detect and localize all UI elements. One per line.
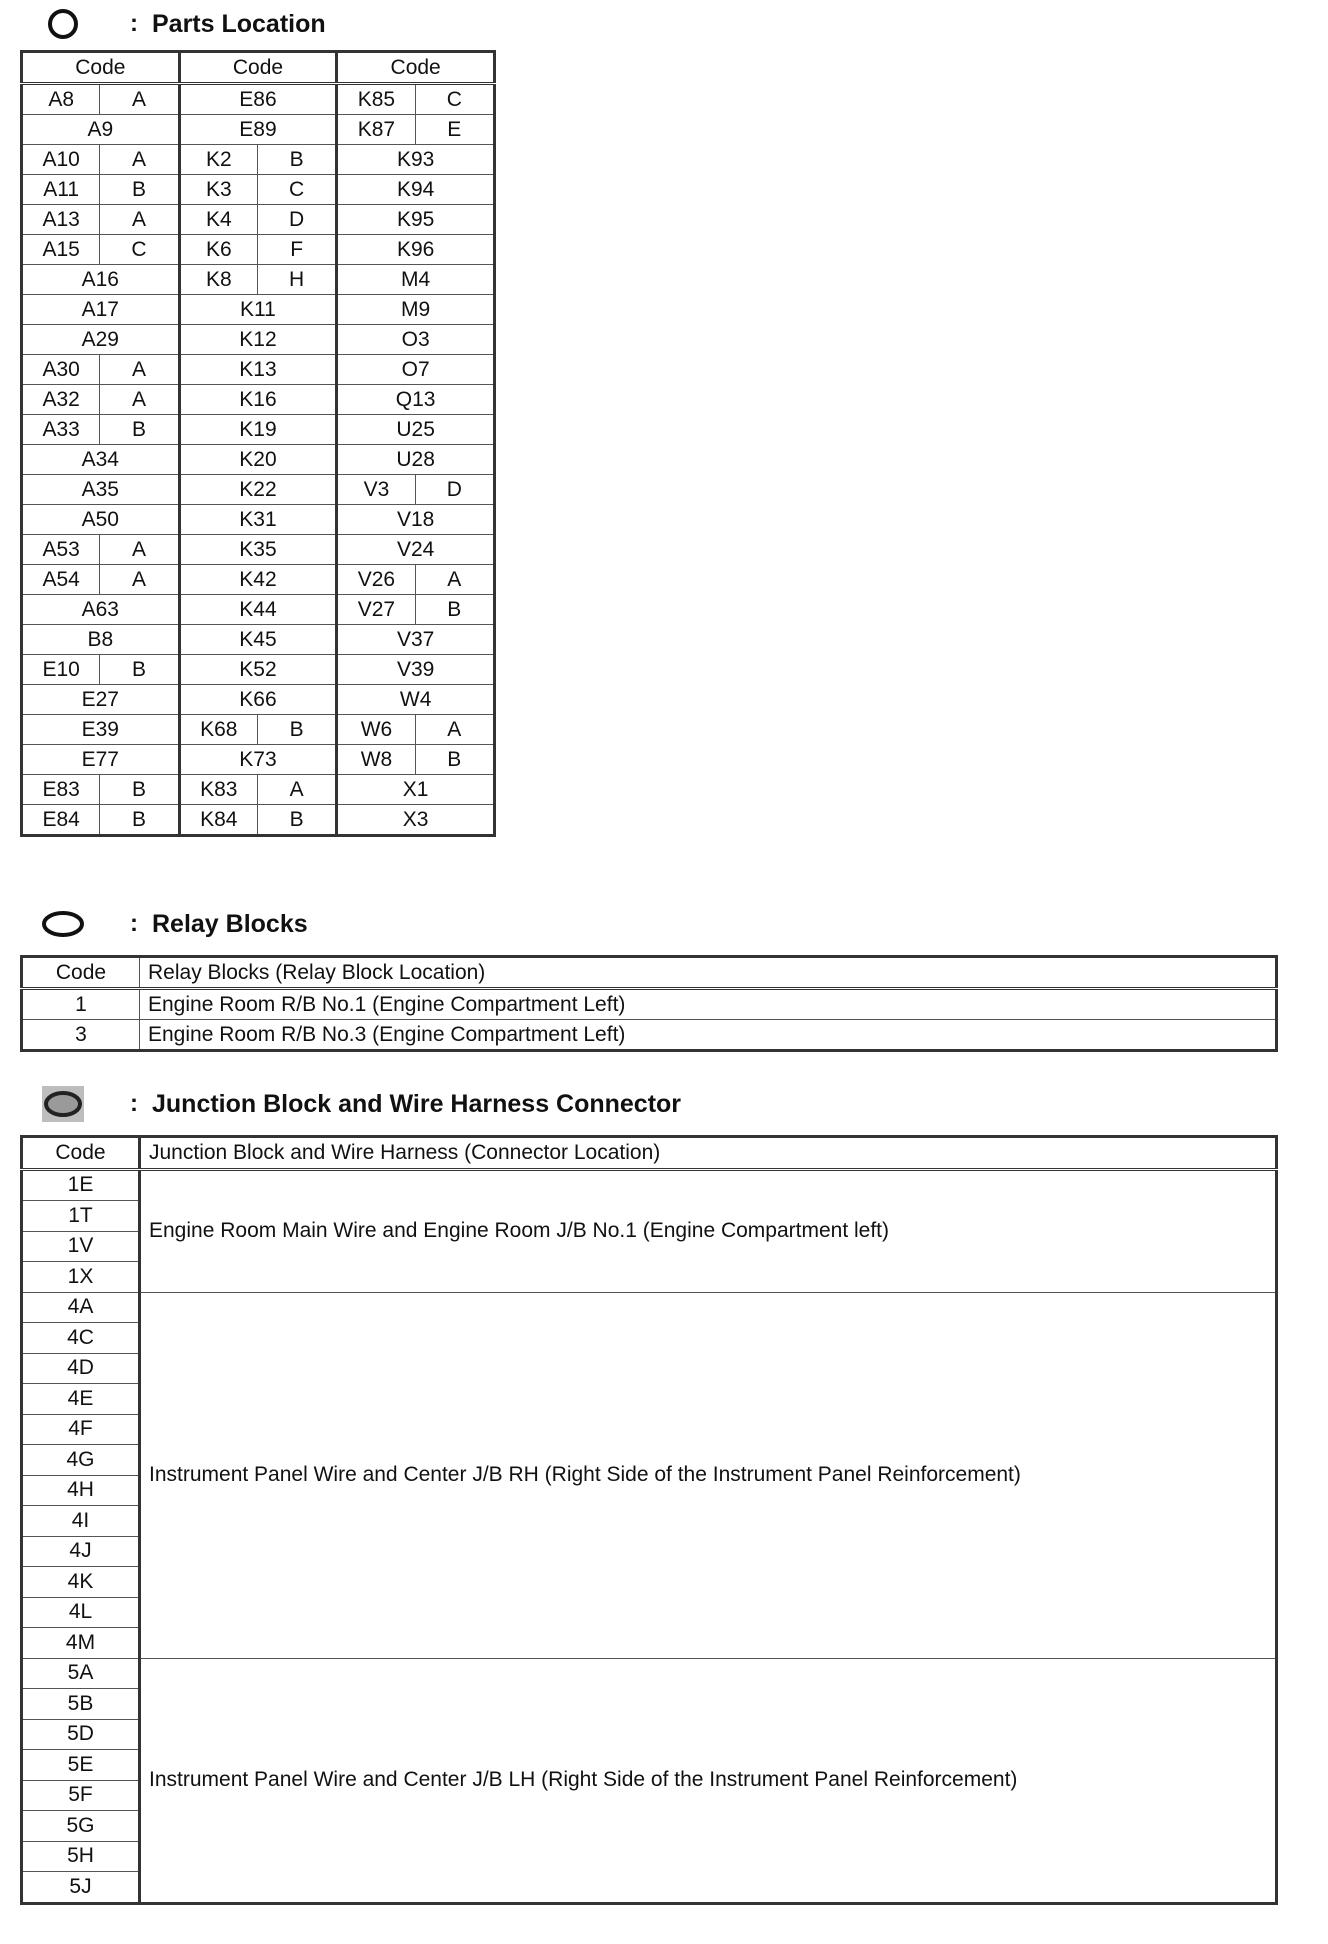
part-code-cell: W4	[337, 685, 495, 715]
table-row	[22, 205, 495, 235]
part-code-cell: A53	[22, 535, 100, 565]
connector-code-cell: 4D	[22, 1353, 140, 1384]
connector-code-cell: 1V	[22, 1231, 140, 1262]
part-code-cell: A33	[22, 415, 100, 445]
table-row	[22, 1292, 1277, 1323]
part-code-cell: K93	[337, 145, 495, 175]
connector-suffix-cell: A	[100, 84, 179, 115]
part-code-cell: K66	[179, 685, 337, 715]
part-code-cell: B8	[22, 625, 180, 655]
connector-suffix-cell: D	[257, 205, 336, 235]
part-code-cell: K83	[179, 775, 257, 805]
connector-location-cell: Instrument Panel Wire and Center J/B LH (Right Side of the Instrument Panel Reinforcement)	[140, 1658, 1277, 1903]
part-code-cell: K11	[179, 295, 337, 325]
connector-location-cell: Engine Room Main Wire and Engine Room J/B No.1 (Engine Compartment left)	[140, 1169, 1277, 1292]
part-code-cell: K22	[179, 475, 337, 505]
connector-code-cell: 5E	[22, 1750, 140, 1781]
part-code-cell: K42	[179, 565, 337, 595]
connector-code-cell: 5B	[22, 1689, 140, 1720]
connector-suffix-cell: B	[257, 715, 336, 745]
part-code-cell: A8	[22, 84, 100, 115]
table-row	[22, 445, 495, 475]
part-code-cell: A16	[22, 265, 180, 295]
connector-suffix-cell: A	[100, 355, 179, 385]
column-header: Junction Block and Wire Harness (Connector Location)	[140, 1137, 1277, 1170]
table-header-row	[22, 1137, 1277, 1170]
part-code-cell: A11	[22, 175, 100, 205]
junction-block-title: Junction Block and Wire Harness Connector	[152, 1089, 682, 1118]
heading-colon: :	[130, 10, 138, 37]
table-row	[22, 745, 495, 775]
table-row	[22, 805, 495, 836]
connector-code-cell: 5D	[22, 1719, 140, 1750]
connector-suffix-cell: A	[100, 145, 179, 175]
connector-suffix-cell: E	[415, 115, 494, 145]
part-code-cell: A13	[22, 205, 100, 235]
connector-code-cell: 1X	[22, 1262, 140, 1293]
connector-code-cell: 1T	[22, 1201, 140, 1232]
part-code-cell: A10	[22, 145, 100, 175]
table-row	[22, 775, 495, 805]
part-code-cell: V24	[337, 535, 495, 565]
connector-code-cell: 4G	[22, 1445, 140, 1476]
part-code-cell: E77	[22, 745, 180, 775]
connector-suffix-cell: A	[415, 715, 494, 745]
parts-location-title: Parts Location	[152, 9, 326, 38]
part-code-cell: K44	[179, 595, 337, 625]
part-code-cell: K12	[179, 325, 337, 355]
part-code-cell: V18	[337, 505, 495, 535]
part-code-cell: K31	[179, 505, 337, 535]
column-header: Code	[22, 1137, 140, 1170]
part-code-cell: V3	[337, 475, 415, 505]
part-code-cell: K19	[179, 415, 337, 445]
part-code-cell: K52	[179, 655, 337, 685]
part-code-cell: X1	[337, 775, 495, 805]
relay-location-cell: Engine Room R/B No.1 (Engine Compartment Left)	[140, 989, 1277, 1020]
connector-suffix-cell: H	[257, 265, 336, 295]
connector-suffix-cell: B	[257, 145, 336, 175]
part-code-cell: K45	[179, 625, 337, 655]
part-code-cell: E27	[22, 685, 180, 715]
part-code-cell: A54	[22, 565, 100, 595]
part-code-cell: X3	[337, 805, 495, 836]
part-code-cell: K96	[337, 235, 495, 265]
part-code-cell: A15	[22, 235, 100, 265]
table-row	[22, 385, 495, 415]
part-code-cell: K73	[179, 745, 337, 775]
table-row	[22, 655, 495, 685]
table-row	[22, 989, 1277, 1020]
relay-code-cell: 3	[22, 1020, 140, 1051]
connector-suffix-cell: A	[100, 385, 179, 415]
part-code-cell: A30	[22, 355, 100, 385]
table-row	[22, 1020, 1277, 1051]
connector-code-cell: 5H	[22, 1841, 140, 1872]
part-code-cell: M9	[337, 295, 495, 325]
junction-block-table	[20, 1135, 1278, 1905]
table-row	[22, 415, 495, 445]
part-code-cell: U25	[337, 415, 495, 445]
table-row	[22, 295, 495, 325]
connector-code-cell: 4M	[22, 1628, 140, 1659]
column-header: Code	[337, 52, 495, 84]
part-code-cell: E39	[22, 715, 180, 745]
table-row	[22, 1658, 1277, 1689]
connector-suffix-cell: D	[415, 475, 494, 505]
part-code-cell: V39	[337, 655, 495, 685]
connector-code-cell: 5J	[22, 1872, 140, 1904]
table-row	[22, 505, 495, 535]
part-code-cell: V26	[337, 565, 415, 595]
relay-location-cell: Engine Room R/B No.3 (Engine Compartment Left)	[140, 1020, 1277, 1051]
part-code-cell: U28	[337, 445, 495, 475]
part-code-cell: K84	[179, 805, 257, 836]
part-code-cell: K6	[179, 235, 257, 265]
part-code-cell: W6	[337, 715, 415, 745]
connector-suffix-cell: B	[100, 775, 179, 805]
column-header: Code	[22, 52, 180, 84]
part-code-cell: K68	[179, 715, 257, 745]
part-code-cell: A63	[22, 595, 180, 625]
part-code-cell: A50	[22, 505, 180, 535]
part-code-cell: V27	[337, 595, 415, 625]
table-row	[22, 715, 495, 745]
part-code-cell: E83	[22, 775, 100, 805]
table-header-row	[22, 957, 1277, 989]
connector-code-cell: 4L	[22, 1597, 140, 1628]
part-code-cell: K13	[179, 355, 337, 385]
part-code-cell: W8	[337, 745, 415, 775]
relay-blocks-title: Relay Blocks	[152, 909, 308, 938]
part-code-cell: A32	[22, 385, 100, 415]
table-row	[22, 1169, 1277, 1201]
heading-colon: :	[130, 1090, 138, 1117]
connector-code-cell: 4C	[22, 1323, 140, 1354]
table-row	[22, 235, 495, 265]
connector-code-cell: 4H	[22, 1475, 140, 1506]
table-row	[22, 535, 495, 565]
connector-code-cell: 4A	[22, 1292, 140, 1323]
part-code-cell: Q13	[337, 385, 495, 415]
connector-suffix-cell: B	[100, 655, 179, 685]
part-code-cell: K8	[179, 265, 257, 295]
part-code-cell: K94	[337, 175, 495, 205]
connector-code-cell: 5G	[22, 1811, 140, 1842]
part-code-cell: K4	[179, 205, 257, 235]
part-code-cell: K85	[337, 84, 415, 115]
column-header: Code	[22, 957, 140, 989]
part-code-cell: V37	[337, 625, 495, 655]
connector-suffix-cell: A	[100, 535, 179, 565]
part-code-cell: K2	[179, 145, 257, 175]
table-row	[22, 265, 495, 295]
table-row	[22, 595, 495, 625]
table-row	[22, 355, 495, 385]
connector-suffix-cell: A	[257, 775, 336, 805]
part-code-cell: E89	[179, 115, 337, 145]
part-code-cell: K16	[179, 385, 337, 415]
connector-suffix-cell: B	[415, 595, 494, 625]
junction-block-heading	[40, 1084, 681, 1124]
relay-blocks-table	[20, 955, 1278, 1052]
part-code-cell: A17	[22, 295, 180, 325]
connector-suffix-cell: F	[257, 235, 336, 265]
table-row	[22, 115, 495, 145]
table-row	[22, 145, 495, 175]
table-row	[22, 685, 495, 715]
connector-code-cell: 4F	[22, 1414, 140, 1445]
connector-suffix-cell: A	[100, 205, 179, 235]
connector-code-cell: 5F	[22, 1780, 140, 1811]
oval-symbol-icon	[40, 909, 86, 939]
table-row	[22, 84, 495, 115]
part-code-cell: K87	[337, 115, 415, 145]
connector-code-cell: 4E	[22, 1384, 140, 1415]
heading-colon: :	[130, 910, 138, 937]
connector-suffix-cell: C	[100, 235, 179, 265]
table-row	[22, 175, 495, 205]
connector-code-cell: 4I	[22, 1506, 140, 1537]
part-code-cell: A35	[22, 475, 180, 505]
part-code-cell: K20	[179, 445, 337, 475]
connector-suffix-cell: C	[257, 175, 336, 205]
part-code-cell: A34	[22, 445, 180, 475]
connector-suffix-cell: B	[415, 745, 494, 775]
connector-suffix-cell: B	[100, 175, 179, 205]
connector-suffix-cell: A	[100, 565, 179, 595]
part-code-cell: E10	[22, 655, 100, 685]
connector-suffix-cell: B	[100, 415, 179, 445]
parts-location-table	[20, 50, 496, 837]
circle-symbol-icon	[40, 7, 86, 41]
part-code-cell: E84	[22, 805, 100, 836]
connector-code-cell: 4J	[22, 1536, 140, 1567]
connector-code-cell: 5A	[22, 1658, 140, 1689]
part-code-cell: O7	[337, 355, 495, 385]
part-code-cell: E86	[179, 84, 337, 115]
relay-code-cell: 1	[22, 989, 140, 1020]
connector-location-cell: Instrument Panel Wire and Center J/B RH (Right Side of the Instrument Panel Reinforcement)	[140, 1292, 1277, 1658]
parts-location-heading	[40, 4, 326, 44]
connector-suffix-cell: A	[415, 565, 494, 595]
column-header: Code	[179, 52, 337, 84]
part-code-cell: O3	[337, 325, 495, 355]
connector-code-cell: 1E	[22, 1169, 140, 1201]
connector-suffix-cell: B	[100, 805, 179, 836]
connector-code-cell: 4K	[22, 1567, 140, 1598]
table-row	[22, 625, 495, 655]
relay-blocks-heading	[40, 904, 308, 944]
table-row	[22, 565, 495, 595]
shaded-oval-symbol-icon	[40, 1084, 86, 1124]
table-row	[22, 325, 495, 355]
part-code-cell: K35	[179, 535, 337, 565]
part-code-cell: A9	[22, 115, 180, 145]
table-header-row	[22, 52, 495, 84]
column-header: Relay Blocks (Relay Block Location)	[140, 957, 1277, 989]
connector-suffix-cell: B	[257, 805, 336, 836]
part-code-cell: A29	[22, 325, 180, 355]
connector-suffix-cell: C	[415, 84, 494, 115]
part-code-cell: K95	[337, 205, 495, 235]
part-code-cell: M4	[337, 265, 495, 295]
table-row	[22, 475, 495, 505]
part-code-cell: K3	[179, 175, 257, 205]
